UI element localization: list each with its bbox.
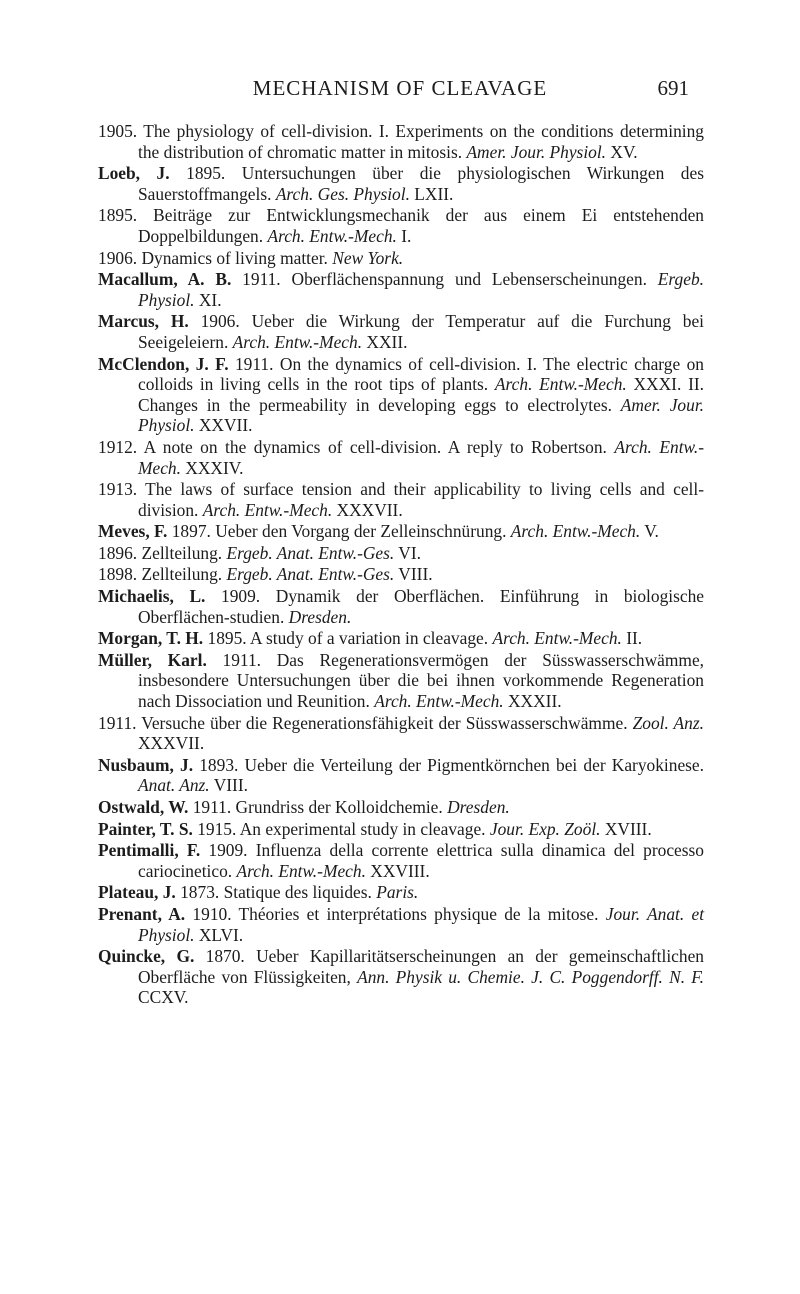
reference-journal: Dresden.: [288, 606, 352, 627]
running-title: MECHANISM OF CLEAVAGE: [252, 76, 548, 100]
reference-entry: [98, 121, 704, 162]
reference-journal: Dresden.: [447, 797, 510, 817]
page-number: 691: [657, 76, 689, 100]
reference-author: Pentimalli, F.: [98, 840, 201, 861]
reference-text: 1915. An experimental study in cleavage.: [192, 818, 490, 839]
reference-author: Nusbaum, J.: [98, 754, 194, 775]
reference-entry: [98, 882, 704, 903]
reference-entry: [98, 586, 704, 627]
reference-entry: [98, 269, 704, 310]
reference-journal: Anat. Anz.: [138, 775, 210, 796]
reference-author: Müller, Karl.: [98, 649, 207, 670]
reference-entry: [98, 354, 704, 436]
reference-volume: XXXVII.: [332, 499, 403, 520]
reference-entry: [98, 650, 704, 712]
reference-text: 1911. Grundriss der Kolloidchemie.: [188, 797, 448, 817]
reference-author: McClendon, J. F.: [98, 353, 229, 374]
reference-volume: XXII.: [362, 331, 408, 352]
reference-text: 1911. Das Regenerationsvermögen der Süsswasserschwämme, insbesondere Untersuchungen über die bei ihnen vorkommende Regeneration nach Dissociation und Reunition.: [138, 649, 705, 712]
reference-journal: Arch. Entw.-Mech.: [494, 374, 627, 395]
reference-journal: Jour. Exp. Zoöl.: [489, 818, 601, 839]
reference-journal: Arch. Entw.-Mech.: [202, 499, 333, 520]
reference-volume: XXXII.: [503, 691, 562, 712]
reference-author: Painter, T. S.: [98, 818, 193, 839]
reference-volume: XI.: [194, 289, 222, 310]
running-head: [0, 76, 800, 106]
reference-text: 1897. Ueber den Vorgang der Zelleinschnürung.: [167, 521, 511, 542]
reference-text: 1910. Théories et interprétations physique de la mitose.: [185, 903, 606, 924]
reference-volume: XXXVII.: [138, 733, 205, 754]
reference-journal: Arch. Entw.-Mech.: [510, 521, 641, 542]
reference-volume: II.: [621, 628, 643, 649]
reference-text: 1911. Oberflächenspannung und Lebenserscheinungen.: [231, 269, 658, 290]
reference-volume: V.: [640, 521, 659, 542]
reference-author: Ostwald, W.: [98, 797, 189, 817]
reference-text: 1870. Ueber Kapillaritätserscheinungen an der gemeinschaftlichen Oberfläche von Flüssigkeiten,: [138, 946, 704, 987]
reference-author: Quincke, G.: [98, 946, 195, 967]
reference-entry: [98, 840, 704, 881]
reference-volume: XXXIV.: [180, 457, 244, 478]
reference-entry: [98, 163, 704, 204]
reference-list: [98, 121, 704, 1009]
reference-volume: VI.: [394, 542, 421, 563]
reference-volume: CCXV.: [138, 987, 189, 1008]
reference-journal: Arch. Entw.-Mech.: [492, 628, 622, 649]
reference-text: 1909. Influenza della corrente elettrica sulla dinamica del processo cariocinetico.: [138, 840, 705, 881]
reference-author: Loeb, J.: [98, 163, 170, 184]
reference-journal: Amer. Jour. Physiol.: [138, 394, 705, 436]
reference-volume: VIII.: [209, 775, 248, 796]
reference-entry: [98, 543, 704, 564]
reference-journal: Arch. Entw.-Mech.: [236, 860, 366, 881]
reference-journal: Ergeb. Anat. Entw.-Ges.: [226, 542, 395, 563]
reference-author: Marcus, H.: [98, 311, 189, 332]
reference-entry: [98, 755, 704, 796]
reference-entry: [98, 437, 704, 478]
reference-text: 1895. Untersuchungen über die physiologischen Wirkungen des Sauerstoffmangels.: [138, 163, 704, 204]
reference-volume: VIII.: [394, 564, 433, 585]
reference-journal: Arch. Entw.-Mech.: [374, 691, 504, 712]
reference-author: Meves, F.: [98, 521, 168, 542]
reference-author: Prenant, A.: [98, 903, 186, 924]
reference-volume: XXXI. II. Changes in the permeability in developing eggs to electrolytes.: [138, 374, 704, 415]
reference-text: 1906. Ueber die Wirkung der Temperatur auf die Furchung bei Seeigeleiern.: [138, 311, 704, 352]
reference-volume: XLVI.: [194, 924, 244, 945]
reference-entry: [98, 797, 704, 818]
reference-journal: Arch. Ges. Physiol.: [275, 183, 410, 204]
reference-entry: [98, 248, 704, 269]
reference-journal: Ergeb. Physiol.: [138, 269, 704, 310]
reference-volume: XXVII.: [194, 415, 253, 436]
reference-author: Plateau, J.: [98, 882, 176, 903]
reference-journal: Paris.: [376, 882, 419, 903]
reference-entry: [98, 628, 704, 649]
reference-volume: XXVIII.: [365, 860, 430, 881]
reference-volume: XV.: [606, 141, 638, 162]
reference-text: 1912. A note on the dynamics of cell-division. A reply to Robertson.: [98, 436, 615, 457]
reference-journal: New York.: [332, 247, 404, 268]
reference-journal: Arch. Entw.-Mech.: [267, 225, 397, 246]
reference-entry: [98, 713, 704, 754]
reference-volume: I.: [396, 225, 412, 246]
reference-text: 1911. Versuche über die Regenerationsfähigkeit der Süsswasserschwämme.: [98, 712, 633, 733]
reference-text: 1911. On the dynamics of cell-division. I. The electric charge on colloids in living cells in the root tips of plants.: [138, 353, 704, 395]
reference-entry: [98, 904, 704, 945]
reference-journal: Zool. Anz.: [632, 712, 704, 733]
reference-entry: [98, 205, 704, 246]
reference-volume: XVIII.: [600, 818, 652, 839]
reference-journal: Arch. Entw.-Mech.: [138, 436, 704, 478]
reference-author: Morgan, T. H.: [98, 628, 204, 649]
reference-entry: [98, 521, 704, 542]
reference-journal: Arch. Entw.-Mech.: [232, 331, 363, 352]
reference-journal: Ann. Physik u. Chemie. J. C. Poggendorff. N. F.: [357, 966, 705, 987]
reference-volume: LXII.: [409, 183, 454, 204]
reference-text: 1913. The laws of surface tension and their applicability to living cells and cell-division.: [98, 479, 704, 520]
reference-entry: [98, 479, 704, 520]
reference-text: 1906. Dynamics of living matter.: [98, 247, 333, 268]
reference-text: 1896. Zellteilung.: [98, 542, 227, 563]
reference-journal: Ergeb. Anat. Entw.-Ges.: [226, 564, 395, 585]
reference-journal: Jour. Anat. et Physiol.: [138, 903, 705, 945]
reference-author: Macallum, A. B.: [98, 269, 232, 290]
reference-journal: Amer. Jour. Physiol.: [466, 141, 607, 162]
reference-text: 1873. Statique des liquides.: [175, 882, 377, 903]
reference-text: 1895. A study of a variation in cleavage.: [203, 628, 493, 649]
reference-author: Michaelis, L.: [98, 586, 206, 607]
reference-text: 1895. Beiträge zur Entwicklungsmechanik der aus einem Ei entstehenden Doppelbildungen.: [98, 205, 704, 246]
reference-text: 1898. Zellteilung.: [98, 564, 227, 585]
reference-text: 1909. Dynamik der Oberflächen. Einführung in biologische Oberflächen-studien.: [138, 586, 705, 627]
reference-entry: [98, 946, 704, 1008]
reference-entry: [98, 564, 704, 585]
reference-entry: [98, 819, 704, 840]
reference-text: 1893. Ueber die Verteilung der Pigmentkörnchen bei der Karyokinese.: [193, 754, 705, 775]
reference-entry: [98, 311, 704, 352]
reference-text: 1905. The physiology of cell-division. I. Experiments on the conditions determining the distribution of chromatic matter in mitosis.: [98, 121, 704, 162]
